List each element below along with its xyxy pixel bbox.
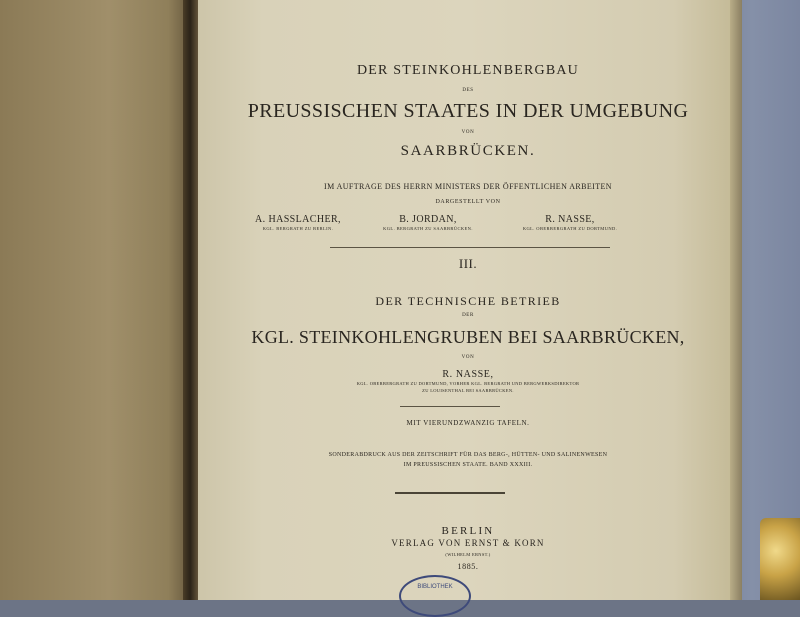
author-nasse bbox=[500, 214, 640, 231]
brass-fixture bbox=[760, 518, 800, 600]
imprint-year: 1885. bbox=[457, 562, 479, 571]
author-role: KGL. BERGRATH ZU BERLIN. bbox=[262, 226, 334, 231]
part-author-role-1: KGL. OBERBERGRATH ZU DORTMUND, VORHER KGL. BERGRATH UND BERGWERKSDIREKTOR bbox=[356, 381, 580, 386]
presented-by-line: DARGESTELLT VON bbox=[435, 199, 501, 205]
imprint-city: BERLIN bbox=[441, 525, 495, 537]
title-line-2: PREUSSISCHEN STAATES IN DER UMGEBUNG bbox=[247, 100, 689, 122]
part-subject: KGL. STEINKOHLENGRUBEN BEI SAARBRÜCKEN, bbox=[251, 327, 685, 347]
part-author-role-2: ZU LOUISENTHAL BEI SAARBRÜCKEN. bbox=[422, 388, 514, 393]
offprint-note-1: SONDERABDRUCK AUS DER ZEITSCHRIFT FÜR DAS BERG-, HÜTTEN- UND SALINENWESEN bbox=[328, 452, 608, 458]
divider-rule-bold bbox=[395, 492, 505, 494]
author-name: R. NASSE, bbox=[545, 214, 595, 225]
imprint-publisher: VERLAG VON ERNST & KORN bbox=[391, 538, 545, 548]
part-heading: DER TECHNISCHE BETRIEB bbox=[375, 294, 561, 308]
imprint-publisher-sub: (WILHELM ERNST.) bbox=[445, 552, 491, 557]
author-name: A. HASSLACHER, bbox=[255, 214, 341, 225]
author-role: KGL. BERGRATH ZU SAARBRÜCKEN. bbox=[383, 226, 473, 231]
book-gutter bbox=[183, 0, 199, 600]
stamp-text: BIBLIOTHEK bbox=[417, 584, 453, 590]
offprint-note-2: IM PREUSSISCHEN STAATE. BAND XXXIII. bbox=[403, 462, 533, 468]
author-hasslacher bbox=[238, 214, 358, 231]
author-name: B. JORDAN, bbox=[399, 214, 457, 225]
part-connector-von: VON bbox=[461, 355, 475, 360]
commission-line: IM AUFTRAGE DES HERRN MINISTERS DER ÖFFENTLICHEN ARBEITEN bbox=[324, 182, 612, 191]
author-jordan bbox=[368, 214, 488, 231]
divider-rule bbox=[330, 247, 610, 248]
title-line-1: DER STEINKOHLENBERGBAU bbox=[356, 63, 579, 78]
title-connector-des: DES bbox=[462, 88, 474, 93]
left-page bbox=[0, 0, 198, 600]
part-author: R. NASSE, bbox=[442, 369, 494, 380]
library-stamp bbox=[399, 575, 471, 617]
title-line-3: SAARBRÜCKEN. bbox=[400, 143, 536, 159]
title-connector-von: VON bbox=[461, 130, 475, 135]
divider-rule-short bbox=[400, 406, 500, 407]
plates-note: MIT VIERUNDZWANZIG TAFELN. bbox=[406, 419, 530, 427]
part-number: III. bbox=[458, 256, 478, 271]
author-role: KGL. OBERBERGRATH ZU DORTMUND. bbox=[522, 226, 618, 231]
part-connector-der: DER bbox=[462, 313, 474, 318]
